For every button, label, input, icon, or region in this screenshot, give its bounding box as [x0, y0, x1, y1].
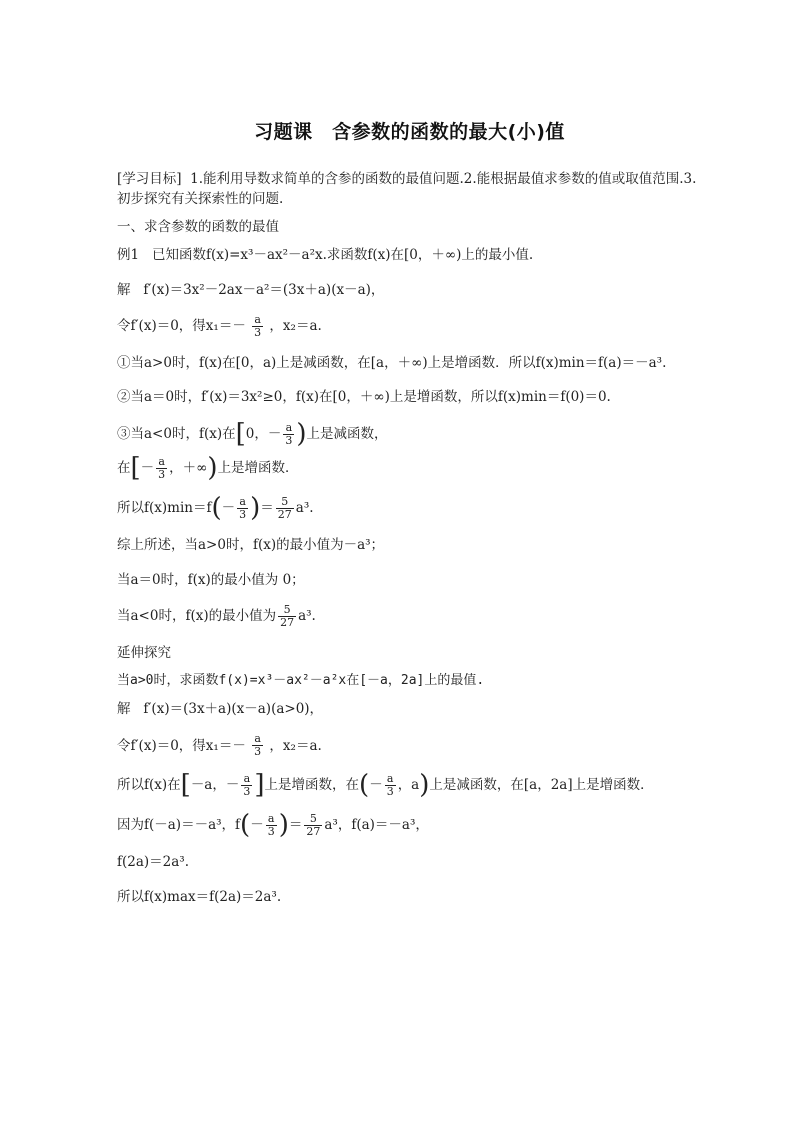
frac-den: 3	[254, 325, 262, 339]
fraction-5-over-27	[278, 604, 296, 629]
fraction-a-over-3	[283, 422, 294, 447]
frac-num: 5	[276, 496, 294, 509]
fraction-5-over-27	[304, 813, 322, 838]
frac-den: 3	[267, 824, 275, 838]
sol1-text: f′(x)＝3x²－2ax－a²＝(3x＋a)(x－a)，	[143, 281, 385, 298]
extension-heading: 延伸探究	[117, 645, 171, 662]
case3-pre: ③当a<0时，f(x)在	[117, 426, 236, 443]
mono-mid1: 上是增函数，在	[264, 777, 360, 794]
sol-label: 解	[117, 700, 131, 717]
case3-line	[117, 419, 702, 450]
fraction-a-over-3	[266, 813, 277, 838]
frac-num: 5	[304, 813, 322, 826]
right-paren: )	[278, 810, 289, 841]
left-paren: (	[359, 770, 370, 801]
ext-sol2-post: ，x₂＝a.	[269, 737, 322, 754]
extension-sol-line2	[117, 733, 702, 758]
frac-den: 27	[280, 616, 295, 630]
frac-den: 3	[239, 507, 247, 521]
summary-line2: 当a＝0时，f(x)的最小值为 0；	[117, 571, 305, 588]
example1-sol-line1	[117, 280, 702, 300]
fraction-a-over-3	[241, 773, 252, 798]
right-paren: )	[419, 770, 430, 801]
max-line: 所以f(x)max＝f(2a)＝2a³.	[117, 888, 282, 905]
case1-line: ①当a>0时，f(x)在[0，a)上是减函数，在[a，＋∞)上是增函数．所以f(x)min＝f(a)＝－a³.	[117, 354, 667, 371]
f2a-line: f(2a)＝2a³.	[117, 854, 190, 871]
frac-den: 3	[254, 745, 262, 759]
minus-sign: －	[369, 777, 383, 794]
left-bracket: [	[130, 453, 141, 484]
objectives-label: [学习目标]	[117, 170, 182, 187]
fraction-5-over-27	[276, 496, 294, 521]
minus-sign: －	[250, 817, 264, 834]
min-post: a³.	[295, 500, 314, 517]
minus-sign: －	[221, 500, 236, 517]
frac-den: 27	[277, 507, 292, 521]
left-paren: (	[211, 493, 222, 524]
values-line: 因为f(－a)＝－a³，f(－ $\frac{a}{3}$ )＝ $\frac{5}{27}$ a³，f(a)＝－a³，	[117, 810, 429, 841]
sol2-pre: 令f′(x)＝0，得x₁＝－	[117, 318, 246, 335]
page-title: 习题课 含参数的函数的最大(小)值	[254, 121, 565, 143]
frac-num: a	[237, 496, 248, 509]
example1-sol-line2	[117, 314, 702, 339]
frac-den: 3	[386, 784, 394, 798]
fraction-a-over-3	[385, 773, 396, 798]
fraction-a-over-3	[252, 314, 263, 339]
summary-line1: 综上所述，当a>0时，f(x)的最小值为－a³；	[117, 537, 385, 554]
frac-num: 5	[278, 604, 296, 617]
min-value-line: 所以f(x)min＝f(－ $\frac{a}{3}$ )＝ $\frac{5}{27}$ a³.	[117, 493, 314, 524]
case3-post: 上是减函数，	[306, 426, 388, 443]
sol2-post: ，x₂＝a.	[269, 318, 322, 335]
example1-label: 例1	[117, 247, 140, 264]
case3-interval: 0，－	[245, 426, 282, 443]
left-paren: (	[240, 810, 251, 841]
frac-den: 3	[158, 467, 166, 481]
frac-num: a	[156, 456, 167, 469]
right-paren: )	[250, 493, 261, 524]
min-pre: 所以f(x)min＝f	[117, 500, 212, 517]
summary3-post: a³.	[298, 608, 316, 625]
frac-den: 3	[243, 784, 251, 798]
vals-post: a³，f(a)＝－a³，	[324, 817, 429, 834]
frac-num: a	[252, 733, 263, 746]
case3b-line	[117, 453, 702, 484]
left-bracket: [	[235, 419, 246, 450]
section1-heading: 一、求含参数的函数的最值	[117, 219, 279, 235]
frac-num: a	[283, 422, 294, 435]
case3b-interval: ，＋∞	[169, 460, 208, 477]
extension-sol-line1	[117, 699, 702, 719]
frac-den: 27	[306, 824, 321, 838]
case3b-pre: 在	[117, 460, 131, 477]
case2-line: ②当a＝0时，f′(x)＝3x²≥0，f(x)在[0，＋∞)上是增函数，所以f(x)min＝f(0)＝0.	[117, 389, 611, 406]
monotonicity-line	[117, 770, 702, 801]
learning-objectives	[117, 169, 702, 210]
left-bracket: [	[180, 770, 191, 801]
mono-interval1: －a，－	[190, 777, 240, 794]
summary3-pre: 当a<0时，f(x)的最小值为	[117, 608, 277, 625]
mono-post: 上是减函数，在[a，2a]上是增函数．	[429, 777, 654, 794]
objectives-text: 1.能利用导数求简单的含参的函数的最值问题.2.能根据最值求参数的值或取值范围.3.初步探究有关探索性的问题.	[117, 170, 697, 207]
minus-sign: －	[140, 460, 155, 477]
frac-num: a	[241, 773, 252, 786]
fraction-a-over-3	[252, 733, 263, 758]
fraction-a-over-3	[237, 496, 248, 521]
right-bracket: ]	[254, 770, 265, 801]
mono-pre: 所以f(x)在	[117, 777, 181, 794]
frac-num: a	[252, 314, 263, 327]
frac-num: a	[266, 813, 277, 826]
ext-sol1-text: f′(x)＝(3x＋a)(x－a)(a>0)，	[143, 700, 324, 717]
frac-den: 3	[285, 433, 293, 447]
vals-pre: 因为f(－a)＝－a³，f	[117, 817, 241, 834]
extension-problem: 当a>0时，求函数f(x)=x³－ax²－a²x在[－a，2a]上的最值.	[117, 673, 485, 689]
sol-label: 解	[117, 281, 131, 298]
ext-sol2-pre: 令f′(x)＝0，得x₁＝－	[117, 737, 246, 754]
frac-num: a	[385, 773, 396, 786]
case3b-post: 上是增函数．	[217, 460, 299, 477]
example1-problem-text: 已知函数f(x)=x³－ax²－a²x.求函数f(x)在[0，＋∞)上的最小值.	[151, 247, 534, 264]
mono-interval2: ，a	[397, 777, 420, 794]
right-paren: )	[207, 453, 218, 484]
example1-problem	[117, 245, 702, 265]
summary-line3	[117, 604, 702, 629]
right-paren: )	[296, 419, 307, 450]
fraction-a-over-3	[156, 456, 167, 481]
